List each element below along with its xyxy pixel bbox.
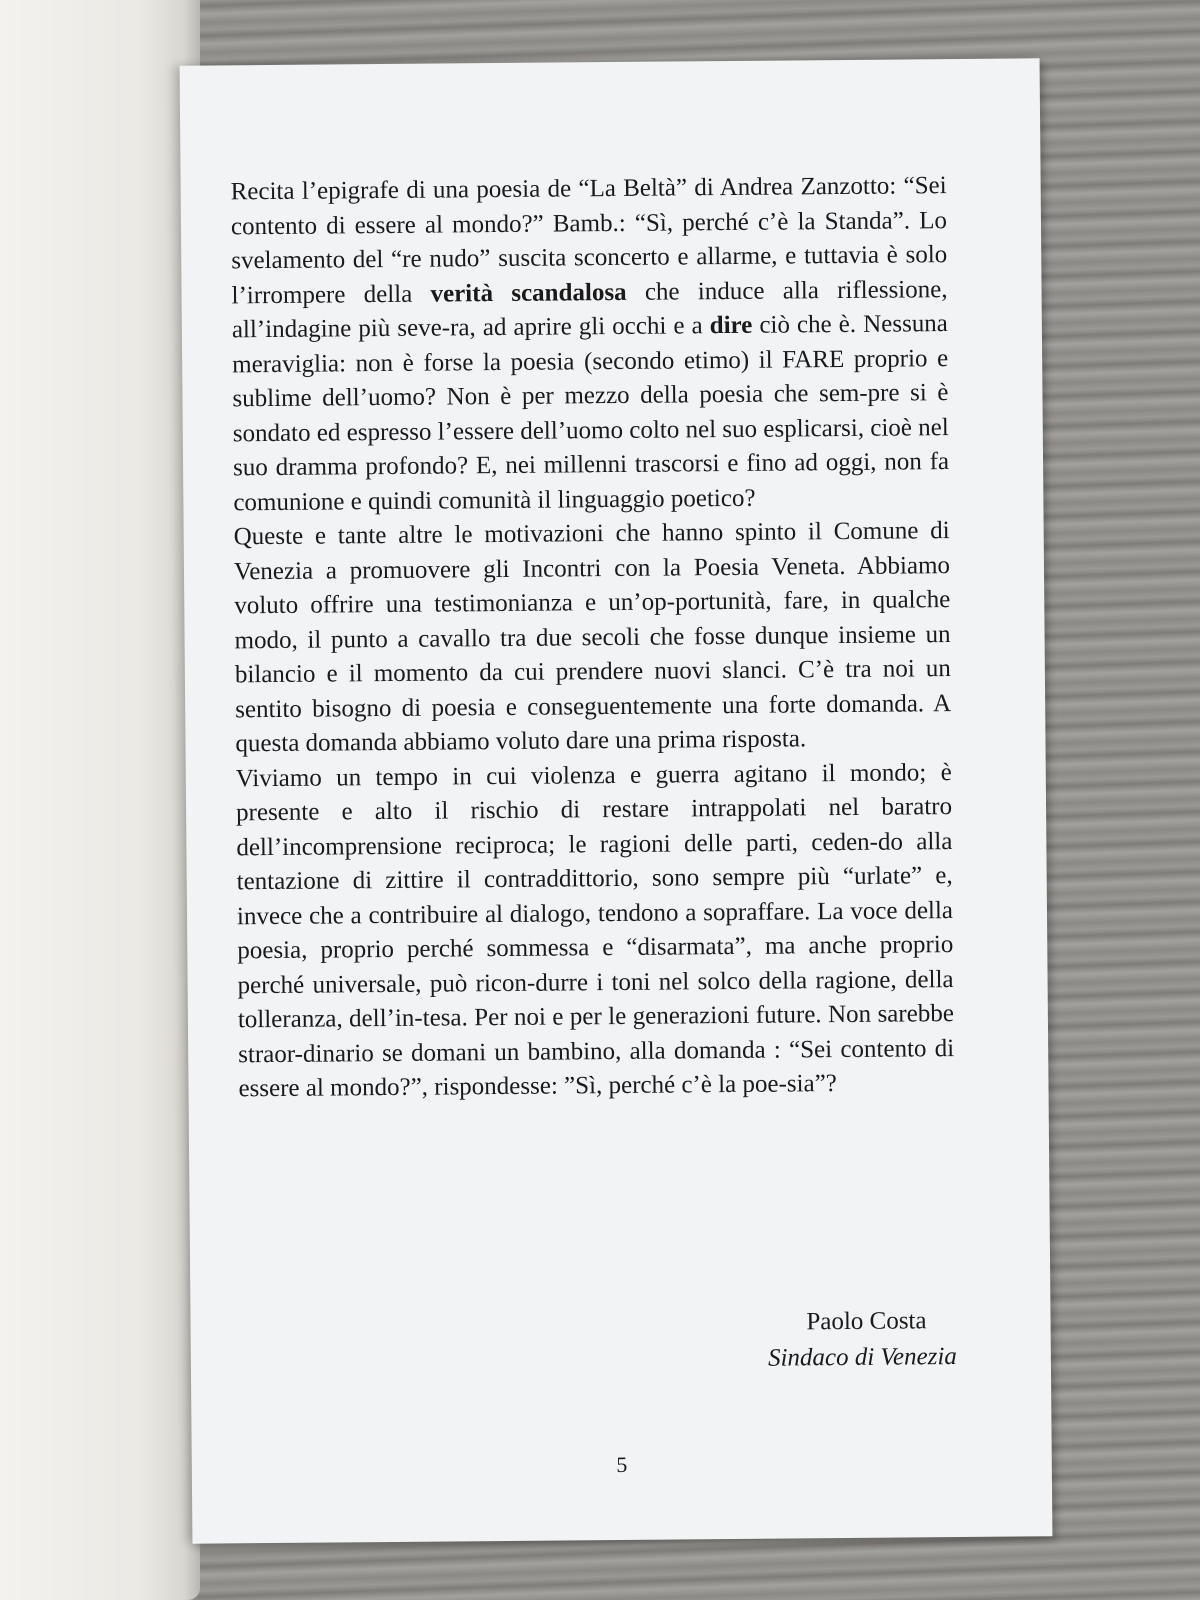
- paragraph-3-text: Viviamo un tempo in cui violenza e guerra agitano il mondo; è presente e alto il rischio di restare intrappolati nel baratro dell’incomprensione reciproca; le ragioni delle parti, ceden-do alla tentazione di zittire il contraddittorio, sono sempre più “urlate” e, invece che a contribuire al dialogo, tendono a sopraffare. La voce della poesia, proprio perché sommessa e “disarmata”, ma anche proprio perché universale, può ricon-durre i toni nel solco della ragione, della tolleranza, dell’in-tesa. Per noi e per le generazioni future. Non sarebbe straor-dinario se domani un bambino, alla domanda : “Sei contento di essere al mondo?”, rispondesse: ”Sì, perché c’è la poe-sia”?: [235, 758, 955, 1103]
- book-page: [180, 58, 1053, 1543]
- paragraph-1: [231, 169, 950, 520]
- paragraph-2: [234, 514, 952, 762]
- paragraph-1-segment: ciò che è. Nessuna meraviglia: non è forse la poesia (secondo etimo) il FARE proprio e sublime dell’uomo? Non è per mezzo della poesia che sem-pre si è sondato ed espresso l’essere dell’uomo colto nel suo esplicarsi, cioè nel suo dramma profondo? E, nei millenni trascorsi e fino ad oggi, non fa comunione e quindi comunità il linguaggio poetico?: [232, 310, 950, 516]
- bold-word-dire: dire: [709, 311, 753, 340]
- bold-phrase-verita-scandalosa: verità scandalosa: [430, 278, 627, 308]
- paragraph-3: [236, 756, 955, 1107]
- signature-role: Sindaco di Venezia: [767, 1343, 957, 1372]
- paragraph-1-segment: che induce alla riflessione, all’indagine più seve-ra, ad aprire gli occhi e a: [231, 275, 948, 344]
- facing-page: [0, 0, 200, 1600]
- signature-name: Paolo Costa: [806, 1307, 927, 1336]
- page-number: 5: [616, 1451, 628, 1478]
- paragraph-1-segment: Recita l’epigrafe di una poesia de “La Beltà” di Andrea Zanzotto: “Sei contento di essere al mondo?” Bamb.: “Sì, perché c’è la Standa”. Lo svelamento del “re nudo” suscita sconcerto e allarme, e tuttavia è solo l’irrompere della: [230, 172, 948, 309]
- paragraph-2-text: Queste e tante altre le motivazioni che hanno spinto il Comune di Venezia a promuovere gli Incontri con la Poesia Veneta. Abbiamo voluto offrire una testimonianza e un’op-portunità, fare, in qualche modo, il punto a cavallo tra due secoli che fosse dunque insieme un bilancio e il momento da cui prendere nuovi slanci. C’è tra noi un sentito bisogno di poesia e conseguentemente una forte domanda. A questa domanda abbiamo voluto dare una prima risposta.: [233, 517, 952, 758]
- signature-block: [670, 1303, 957, 1377]
- show-through-text: [18, 90, 198, 350]
- body-text: [231, 169, 955, 1107]
